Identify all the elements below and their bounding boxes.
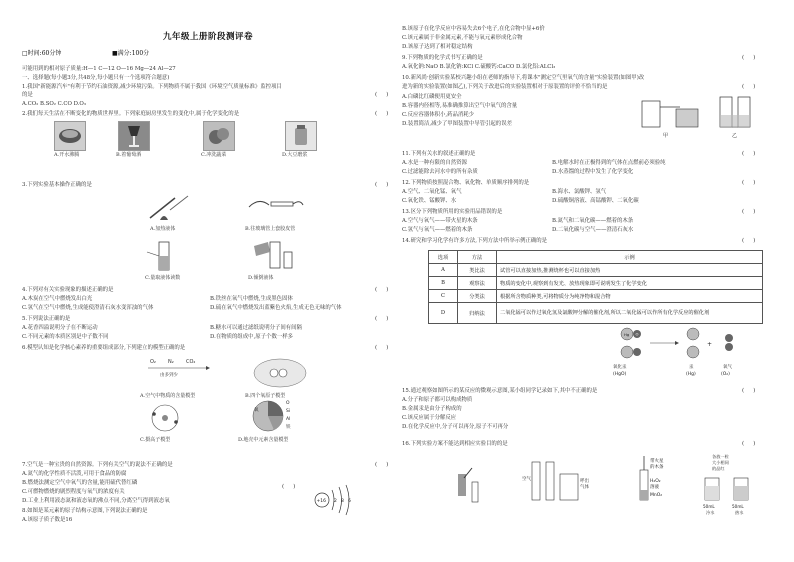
table-row (429, 264, 763, 277)
q9-stem: 9.下列物质的化学式书写正确的是 (402, 55, 483, 61)
q8-option-a: A.该原子质子数是16 (22, 517, 73, 523)
q6-stem: 6.模型认知是化学核心素养的重要组成部分,下列建立的模型正确的是 (22, 345, 186, 351)
label-hg-formula: (Hg) (686, 372, 696, 377)
shell-1-label: 2 (334, 499, 337, 504)
table-header-cell: 示例 (497, 251, 763, 264)
atomic-masses: 可能用到的相对原子质量:H—1 C—12 O—16 Mg—24 Al—27 (22, 66, 176, 72)
q16-answer-paren[interactable]: ( ) (742, 441, 756, 447)
label-splint-2: 的木条 (650, 465, 664, 470)
q2-option-c: C.冲洗蔬菜 (201, 152, 227, 158)
table-header-cell: 方法 (458, 251, 497, 264)
pouring-liquid-figure (250, 238, 300, 272)
q3-option-c: C.量取液体读数 (145, 275, 181, 281)
q8-option-b: B.该原子在化学反应中容易失去6个电子,在化合物中显+6价 (402, 26, 545, 32)
hg-atom-label: Hg (624, 332, 630, 337)
cylinder-reading-figure (145, 240, 185, 272)
q2-option-a: A.开水沸腾 (54, 152, 80, 158)
q10-option-a: A.白磷比红磷便用更安全 (402, 94, 462, 100)
q11-option-c: C.过滤能除去河水中的所有杂质 (402, 169, 478, 175)
q11-option-d: D.水蒸馏的过程中发生了化学变化 (552, 169, 634, 175)
q7-answer-paren[interactable]: ( ) (375, 462, 389, 468)
label-each-one: 各放一粒 (712, 454, 729, 459)
label-hgo: 氧化汞 (613, 365, 627, 370)
table-cell: C (429, 290, 458, 303)
q10-answer-paren[interactable]: ( ) (742, 84, 756, 90)
figure-label-jia: 甲 (663, 133, 669, 139)
q10-option-b: B.容器内径相等,易准确推算出空气中氧气的含量 (402, 103, 518, 109)
q12-option-c: C.氧化铁、锰酸钾、水 (402, 198, 457, 204)
q1-stem: 1.我国"新能源汽车"有利于节约石油资源,减少环境污染。下列物质不属于我国《环境空气质量标准》监控项目 (22, 84, 282, 90)
q4-option-d: D.硫在氧气中燃烧发出蓝紫色火焰,生成无色无味的气体 (210, 305, 342, 311)
table-cell: 试管可以直接加热,推测烧杯也可以直接加热 (497, 264, 763, 277)
ion-model (145, 402, 185, 434)
q7-option-c: C.可燃物燃烧的剧烈程度与氧气的浓度有关 (22, 489, 125, 495)
q10-stem: 10.新风尚·创新实验某校兴趣小组在老师的指导下,将课本"测定空气里氧气的含量"实验装置(如图甲)改 (402, 75, 645, 81)
q2-option-d: D.大豆磨浆 (282, 152, 308, 158)
q11-option-a: A.水是一种有限的自然资源 (402, 160, 467, 166)
soymilk-maker-icon (286, 122, 316, 150)
left-column (20, 0, 400, 562)
oxygen-content-apparatus-figure (628, 93, 778, 141)
table-cell: 二氧化锰可以作过氧化氢及氯酸钾分解的催化剂,所以二氧化锰可以作所有化学反应的催化剂 (497, 303, 763, 324)
wine-glass-icon (119, 122, 149, 150)
q12-answer-paren[interactable]: ( ) (742, 180, 756, 186)
q15-option-b: B.金属汞是由分子构成的 (402, 406, 462, 412)
sulfur-atom-structure-diagram (310, 480, 360, 520)
q4-stem: 4.下列对有关实验现象的描述正确的是 (22, 287, 114, 293)
q16-figure-b (522, 462, 589, 500)
label-gas: 气体 (580, 485, 589, 490)
q15-answer-paren[interactable]: ( ) (742, 388, 756, 394)
q2-photo-b (118, 121, 150, 151)
label-mno2: MnO₂ (650, 493, 663, 498)
q3-stem: 3.下列实验基本操作正确的是 (22, 182, 92, 188)
q8-option-c: C.该元素属于非金属元素,不能与氧元素形成化合物 (402, 35, 523, 41)
q3-option-b: B.往玻璃管上套胶皮管 (245, 226, 296, 232)
q8-option-d: D.该原子达到了相对稳定结构 (402, 44, 473, 50)
q7-option-b: B.燃烧法测定空气中氧气的含量,能用硫代替红磷 (22, 480, 138, 486)
o-atom-label: O (635, 331, 639, 337)
vegetable-icon (204, 122, 234, 150)
q1-stem-cont: 的是 (22, 92, 33, 98)
atom-nucleus-label: +16 (316, 499, 326, 504)
q13-stem: 13.区分下列物质所用的实验用品错误的是 (402, 209, 503, 215)
svg-text:+: + (707, 341, 713, 348)
q4-option-a: A.木炭在空气中燃烧发出白光 (22, 296, 93, 302)
table-header-cell: 选项 (429, 251, 458, 264)
model-label-n2: N₂ (168, 359, 174, 365)
label-dye: 的品红 (712, 466, 725, 471)
air-content-model (128, 356, 223, 390)
q14-stem: 14.研究和学习化学有许多方法,下列方法中所举示例正确的是 (402, 238, 548, 244)
q2-photo-a (54, 121, 86, 151)
q13-option-c: C.氢气与氧气——燃着的木条 (402, 227, 473, 233)
label-cold-water: 冷水 (706, 510, 715, 515)
q2-photo-d (285, 121, 317, 151)
pie-label-o: 氧 (254, 408, 259, 413)
q1-options: A.CO₂ B.SO₂ C.CO D.O₃ (22, 101, 87, 107)
table-cell: 观察法 (458, 277, 497, 290)
q8-stem: 8.如图是某元素的原子结构示意图,下列说法正确的是 (22, 508, 148, 514)
table-header-row (429, 251, 763, 264)
label-solution: 溶液 (650, 485, 659, 490)
q16-figure-a (458, 468, 478, 502)
table-cell: A (429, 264, 458, 277)
q1-answer-paren[interactable]: ( ) (375, 92, 389, 98)
model-order-note: 由多到少 (160, 373, 178, 378)
table-cell: 物质的变化中,观察到有发光、放热现象即可说明发生了化学变化 (497, 277, 763, 290)
q4-option-c: C.氢气在空气中燃烧,生成能使澄清石灰水变浑浊的气体 (22, 305, 154, 311)
q5-option-d: D.在物质的组成中,原子个数一样多 (210, 334, 294, 340)
q3-answer-paren[interactable]: ( ) (375, 182, 389, 188)
rubber-tube-figure (245, 193, 305, 215)
label-air: 空气 (522, 477, 531, 482)
q12-option-d: D.硫酸铜溶液、高锰酸钾、二氧化碳 (552, 198, 639, 204)
table-cell: 类比法 (458, 264, 497, 277)
q13-option-b: B.氮气和二氧化碳——燃着的木条 (552, 218, 634, 224)
q15-option-d: D.在化学反应中,分子可以再分,原子不可再分 (402, 424, 509, 430)
q10-stem-cont: 进为新的实验装置(如图乙),下列关于改进后的实验装置相对于原装置的评价不恰当的是 (402, 84, 608, 90)
q2-stem: 2.我们每天生活在不断变化的物质世界里。下列家庭厨房里发生的变化中,属于化学变化的是 (22, 111, 240, 117)
crust-label-4: 铁 (286, 425, 291, 430)
q5-stem: 5.下列说法正确的是 (22, 316, 71, 322)
q13-option-a: A.空气与氧气——带火星的木条 (402, 218, 478, 224)
shell-3-label: 6 (348, 499, 351, 504)
q15-stem: 15.通过观察如图所示的某反应的微观示意图,某小组同学记录如下,其中不正确的是 (402, 388, 598, 394)
q14-method-table (428, 250, 763, 324)
mercury-oxide-reaction-diagram (605, 318, 770, 380)
table-cell: 根据所含物质种类,可将物质分为纯净物和混合物 (497, 290, 763, 303)
q11-answer-paren[interactable]: ( ) (742, 151, 756, 157)
table-cell: 分类法 (458, 290, 497, 303)
q11-option-b: B.电解水时在正极得到的气体在点燃前必须验纯 (552, 160, 666, 166)
label-hgo-formula: (HgO) (613, 372, 627, 377)
q13-answer-paren[interactable]: ( ) (742, 209, 756, 215)
q8-answer-paren[interactable]: ( ) (282, 484, 296, 490)
label-splint: 带火星 (650, 459, 664, 464)
q10-option-d: D.装置简洁,减少了甲图装置中导管引起的误差 (402, 121, 512, 127)
four-oxygen-atoms-model (250, 356, 310, 390)
label-hg: 汞 (689, 365, 694, 370)
label-50ml-a: 50mL (703, 504, 715, 509)
q6-answer-paren[interactable]: ( ) (375, 345, 389, 351)
label-50ml-b: 50mL (732, 504, 744, 509)
q4-answer-paren[interactable]: ( ) (375, 287, 389, 293)
q10-option-c: C.反应容器体积小,药品消耗少 (402, 112, 475, 118)
q7-option-a: A.氮气的化学性质不活泼,可用于食品的防腐 (22, 471, 127, 477)
table-cell: B (429, 277, 458, 290)
q5-option-b: B.糖水可以通过滤纸说明分子间有间隔 (210, 325, 302, 331)
figure-label-yi: 乙 (732, 133, 738, 139)
q16-experiment-figures (450, 452, 780, 532)
crust-label-3: Al (286, 417, 291, 422)
q16-figure-c (640, 456, 664, 500)
q9-answer-paren[interactable]: ( ) (742, 55, 756, 61)
label-o2: 氧气 (723, 365, 732, 370)
q12-option-a: A.空气、二氧化锰、氧气 (402, 189, 462, 195)
q6-option-d: D.地壳中元素含量模型 (238, 437, 289, 443)
q15-option-a: A.分子和原子都可以构成物质 (402, 397, 473, 403)
table-cell: D (429, 303, 458, 324)
section-heading: 一、选择题(每小题3分,共48分,每小题只有一个选项符合题意) (22, 75, 170, 81)
q2-photo-c (203, 121, 235, 151)
table-row (429, 290, 763, 303)
q3-option-d: D.倾倒液体 (248, 275, 274, 281)
q11-stem: 11.下列有关水的叙述正确的是 (402, 151, 476, 157)
exam-score: ■满分:100分 (112, 50, 150, 57)
q4-option-b: B.铁丝在氧气中燃烧,生成黑色固体 (210, 296, 293, 302)
label-exhaled: 呼出 (580, 479, 589, 484)
label-hot-water: 热水 (735, 510, 744, 515)
q7-option-d: D.工业上利用液态氮和液态氧的沸点不同,分离空气得到液态氧 (22, 498, 170, 504)
page-title: 九年级上册阶段测评卷 (163, 32, 254, 42)
label-same-size: 大小相同 (712, 460, 729, 465)
q16-figure-d (703, 453, 748, 516)
q5-answer-paren[interactable]: ( ) (375, 316, 389, 322)
q7-stem: 7.空气是一种宝贵的自然资源。下列有关空气的说法不正确的是 (22, 462, 173, 468)
q6-option-c: C.摄高子模型 (140, 437, 171, 443)
q14-answer-paren[interactable]: ( ) (742, 238, 756, 244)
model-label-o2: O₂ (150, 359, 156, 365)
q6-option-a: A.空气中物质的含量模型 (140, 393, 196, 399)
table-cell: 归纳法 (458, 303, 497, 324)
table-row (429, 277, 763, 290)
q13-option-d: D.二氧化碳与空气——澄清石灰水 (552, 227, 634, 233)
q9-options: A.氧化钠:NaO B.氯化钠:KCl C.硫酸钙:CaCO D.氯化铝:ALCl₃ (402, 64, 556, 70)
q5-option-a: A.花香四溢说明分子在不断运动 (22, 325, 98, 331)
heating-liquid-figure (140, 192, 190, 222)
q16-stem: 16.下列实验方案不能达到相应实验目的的是 (402, 441, 508, 447)
q2-option-b: B.着葡萄酒 (116, 152, 142, 158)
q12-option-b: B.海水、氯酸钾、氢气 (552, 189, 607, 195)
crust-label-1: O (286, 401, 290, 406)
shell-2-label: 8 (341, 499, 344, 504)
q2-answer-paren[interactable]: ( ) (375, 111, 389, 117)
label-o2-formula: (O₂) (721, 372, 730, 377)
crust-label-2: Si (286, 409, 291, 414)
model-label-co2: CO₂ (186, 359, 196, 365)
right-column (400, 0, 780, 562)
q15-option-c: C.该反应属于分解反应 (402, 415, 457, 421)
q6-option-b: B.四个氧原子模型 (245, 393, 286, 399)
q12-stem: 12.下列物质按照混合物、氧化物、单质顺序排列的是 (402, 180, 530, 186)
label-h2o2: H₂O₂ (650, 479, 661, 484)
exam-time: □时间:60分钟 (22, 50, 62, 57)
q5-option-c: C.不同元素的本质区别是中子数不同 (22, 334, 109, 340)
q3-option-a: A.加热液体 (150, 226, 176, 232)
crust-element-pie-model (246, 398, 316, 434)
pot-icon (55, 122, 85, 150)
